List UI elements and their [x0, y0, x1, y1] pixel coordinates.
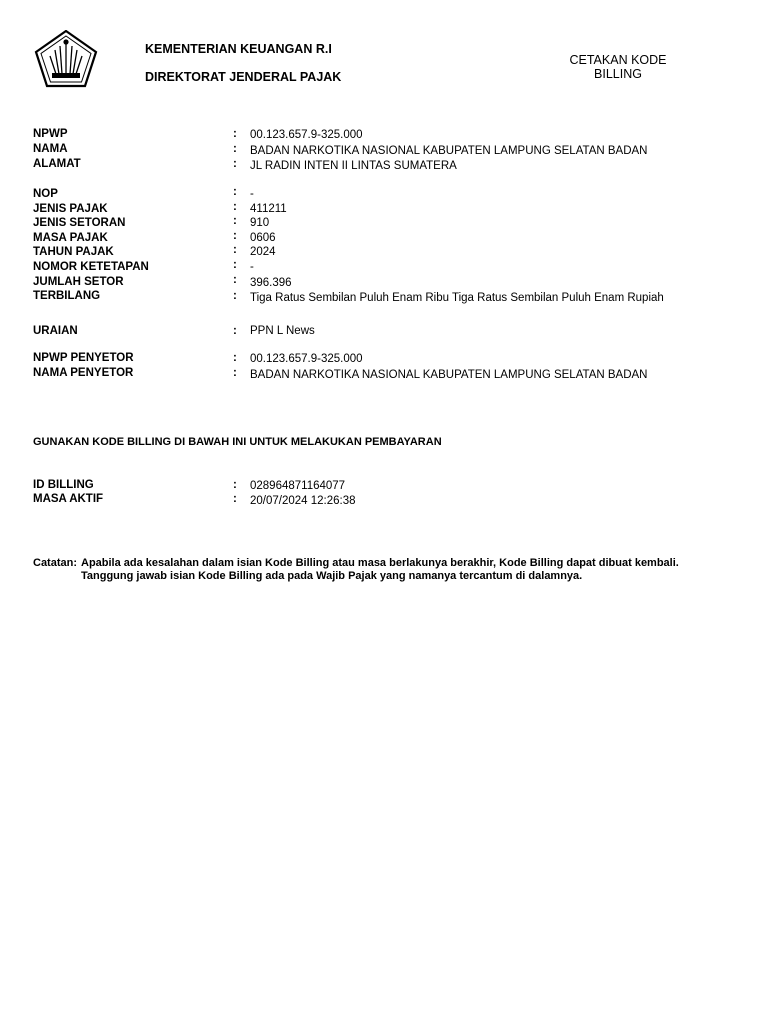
masa-aktif-label: MASA AKTIF: [33, 493, 104, 505]
alamat-label: ALAMAT: [33, 158, 81, 170]
masa-pajak-value: 0606: [250, 232, 276, 244]
separator: :: [233, 158, 237, 170]
separator: :: [233, 201, 237, 213]
id-billing-value: 028964871164077: [250, 480, 346, 492]
nop-value: -: [250, 188, 254, 200]
ministry-name: KEMENTERIAN KEUANGAN R.I: [145, 42, 332, 56]
npwp-value: 00.123.657.9-325.000: [250, 129, 363, 141]
separator: :: [233, 186, 237, 198]
separator: :: [233, 290, 237, 302]
npwp-label: NPWP: [33, 128, 68, 140]
npwp-penyetor-label: NPWP PENYETOR: [33, 352, 134, 364]
payment-instruction: GUNAKAN KODE BILLING DI BAWAH INI UNTUK MELAKUKAN PEMBAYARAN: [33, 436, 442, 448]
separator: :: [233, 493, 237, 505]
uraian-label: URAIAN: [33, 325, 78, 337]
separator: :: [233, 215, 237, 227]
separator: :: [233, 230, 237, 242]
document-title: [548, 53, 688, 81]
document-title-line2: BILLING: [594, 67, 642, 81]
jenis-setoran-label: JENIS SETORAN: [33, 217, 126, 229]
nama-penyetor-value: BADAN NARKOTIKA NASIONAL KABUPATEN LAMPUNG SELATAN BADAN: [250, 369, 648, 381]
jenis-setoran-value: 910: [250, 217, 270, 229]
uraian-value: PPN L News: [250, 325, 315, 337]
npwp-penyetor-value: 00.123.657.9-325.000: [250, 353, 363, 365]
ministry-emblem-icon: [34, 30, 98, 88]
tahun-pajak-label: TAHUN PAJAK: [33, 246, 114, 258]
separator: :: [233, 143, 237, 155]
jumlah-setor-label: JUMLAH SETOR: [33, 276, 124, 288]
jumlah-setor-value: 396.396: [250, 277, 292, 289]
jenis-pajak-value: 411211: [250, 203, 287, 215]
terbilang-label: TERBILANG: [33, 290, 101, 302]
masa-pajak-label: MASA PAJAK: [33, 232, 108, 244]
footnote: [33, 557, 683, 583]
footnote-lead: Catatan:: [33, 557, 78, 569]
alamat-value: JL RADIN INTEN II LINTAS SUMATERA: [250, 160, 457, 172]
nama-label: NAMA: [33, 143, 68, 155]
nomor-ketetapan-label: NOMOR KETETAPAN: [33, 261, 149, 273]
separator: :: [233, 479, 237, 491]
separator: :: [233, 367, 237, 379]
separator: :: [233, 352, 237, 364]
separator: :: [233, 325, 237, 337]
nop-label: NOP: [33, 188, 58, 200]
separator: :: [233, 244, 237, 256]
masa-aktif-value: 20/07/2024 12:26:38: [250, 495, 356, 507]
separator: :: [233, 128, 237, 140]
nama-penyetor-label: NAMA PENYETOR: [33, 367, 134, 379]
terbilang-value: Tiga Ratus Sembilan Puluh Enam Ribu Tiga Ratus Sembilan Puluh Enam Rupiah: [250, 292, 664, 304]
separator: :: [233, 259, 237, 271]
directorate-name: DIREKTORAT JENDERAL PAJAK: [145, 70, 342, 84]
tahun-pajak-value: 2024: [250, 246, 276, 258]
id-billing-label: ID BILLING: [33, 479, 94, 491]
nama-value: BADAN NARKOTIKA NASIONAL KABUPATEN LAMPUNG SELATAN BADAN: [250, 145, 648, 157]
nomor-ketetapan-value: -: [250, 261, 254, 273]
separator: :: [233, 274, 237, 286]
jenis-pajak-label: JENIS PAJAK: [33, 203, 108, 215]
footnote-text: Apabila ada kesalahan dalam isian Kode Billing atau masa berlakunya berakhir, Kode Billing dapat dibuat kembali. Tanggung jawab isian Kode Billing ada pada Wajib Pajak yang namanya tercantum di dalamnya.: [81, 557, 679, 582]
document-title-line1: CETAKAN KODE: [569, 53, 667, 67]
